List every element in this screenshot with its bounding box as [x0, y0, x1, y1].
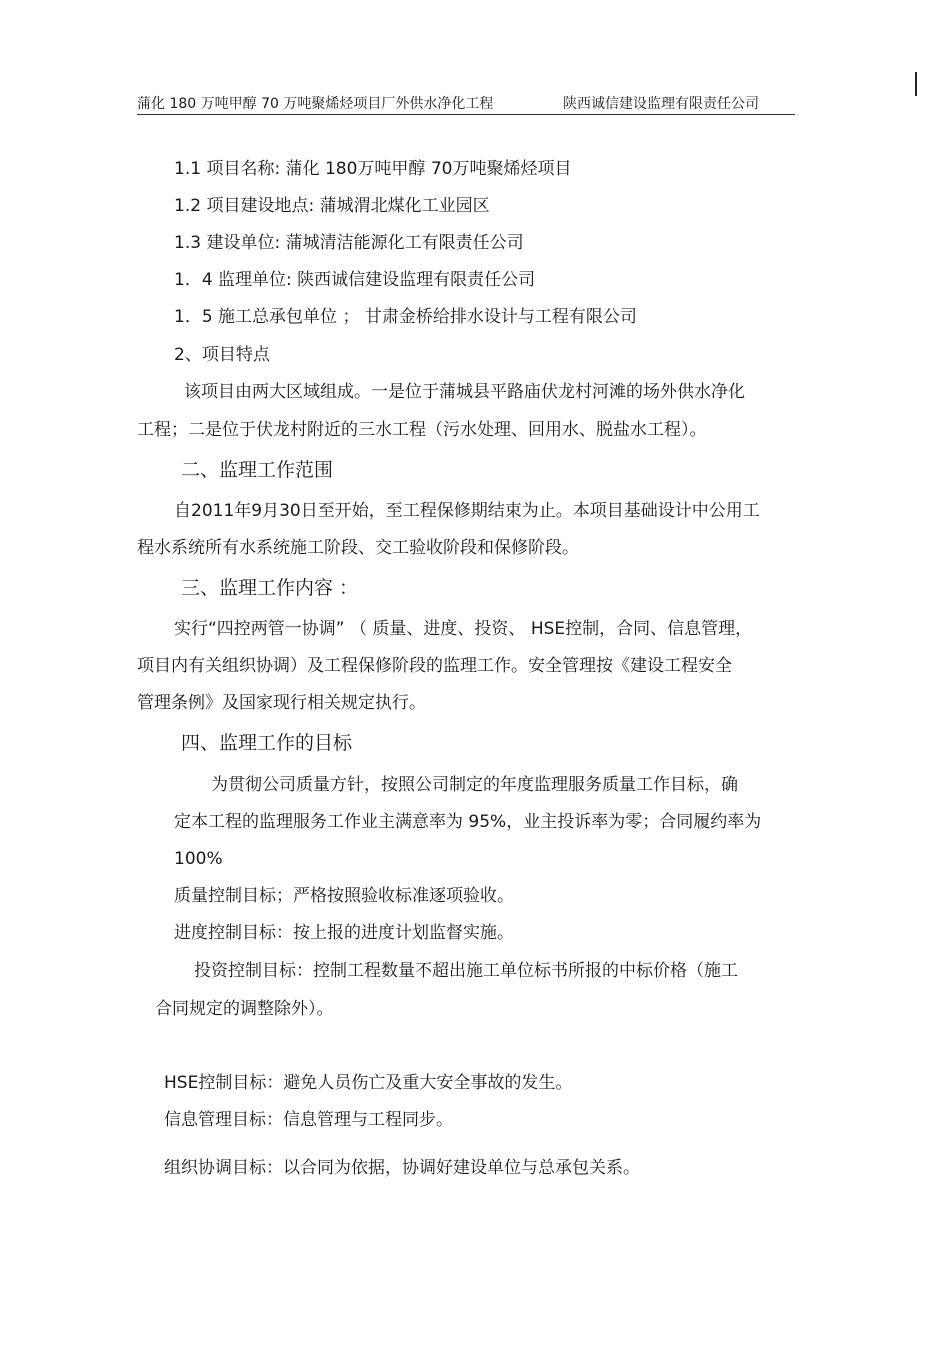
heading-supervision-scope: 二、监理工作范围	[181, 459, 334, 481]
item-project-location: 1.2 项目建设地点: 蒲城渭北煤化工业园区	[174, 196, 490, 216]
quality-control-goal: 质量控制目标；严格按照验收标准逐项验收。	[174, 886, 514, 906]
features-paragraph-line: 工程；二是位于伏龙村附近的三水工程（污水处理、回用水、脱盐水工程）。	[137, 420, 707, 440]
item-construction-unit: 1.3 建设单位: 蒲城清洁能源化工有限责任公司	[174, 233, 524, 253]
content-paragraph-line: 项目内有关组织协调）及工程保修阶段的监理工作。安全管理按《建设工程安全	[137, 656, 732, 676]
goals-paragraph-line: 定本工程的监理服务工作业主满意率为 95%，业主投诉率为零；合同履约率为	[174, 812, 762, 832]
header-rule	[137, 114, 795, 115]
content-paragraph-line: 管理条例》及国家现行相关规定执行。	[137, 693, 426, 713]
item-project-name: 1.1 项目名称: 蒲化 180万吨甲醇 70万吨聚烯烃项目	[174, 159, 572, 179]
content-paragraph-line: 实行“四控两管一协调” （ 质量、进度、投资、 HSE控制，合同、信息管理，	[174, 619, 753, 639]
investment-control-goal: 投资控制目标：控制工程数量不超出施工单位标书所报的中标价格（施工	[194, 961, 738, 981]
header-project-title: 蒲化 180 万吨甲醇 70 万吨聚烯烃项目厂外供水净化工程	[137, 96, 494, 112]
heading-supervision-goals: 四、监理工作的目标	[181, 732, 353, 754]
goals-paragraph-line: 100%	[174, 849, 223, 869]
item-supervision-unit: 1．4 监理单位: 陕西诚信建设监理有限责任公司	[174, 270, 536, 290]
scope-paragraph-line: 自2011年9月30日至开始，至工程保修期结束为止。本项目基础设计中公用工	[174, 501, 760, 521]
investment-control-goal: 合同规定的调整除外）。	[155, 999, 334, 1019]
hse-control-goal: HSE控制目标：避免人员伤亡及重大安全事故的发生。	[164, 1073, 573, 1093]
section-project-features: 2、项目特点	[174, 345, 270, 365]
scope-paragraph-line: 程水系统所有水系统施工阶段、交工验收阶段和保修阶段。	[137, 538, 579, 558]
page-edge-mark	[915, 72, 917, 96]
heading-supervision-content: 三、监理工作内容 ：	[181, 577, 359, 599]
progress-control-goal: 进度控制目标：按上报的进度计划监督实施。	[174, 923, 514, 943]
information-management-goal: 信息管理目标：信息管理与工程同步。	[164, 1110, 453, 1130]
goals-paragraph-line: 为贯彻公司质量方针，按照公司制定的年度监理服务质量工作目标，确	[211, 775, 738, 795]
organization-coordination-goal: 组织协调目标：以合同为依据，协调好建设单位与总承包关系。	[164, 1158, 640, 1178]
item-general-contractor: 1．5 施工总承包单位 ； 甘肃金桥给排水设计与工程有限公司	[174, 307, 637, 327]
features-paragraph-line: 该项目由两大区域组成。一是位于蒲城县平路庙伏龙村河滩的场外供水净化	[184, 382, 745, 402]
header-company-name: 陕西诚信建设监理有限责任公司	[563, 96, 759, 112]
